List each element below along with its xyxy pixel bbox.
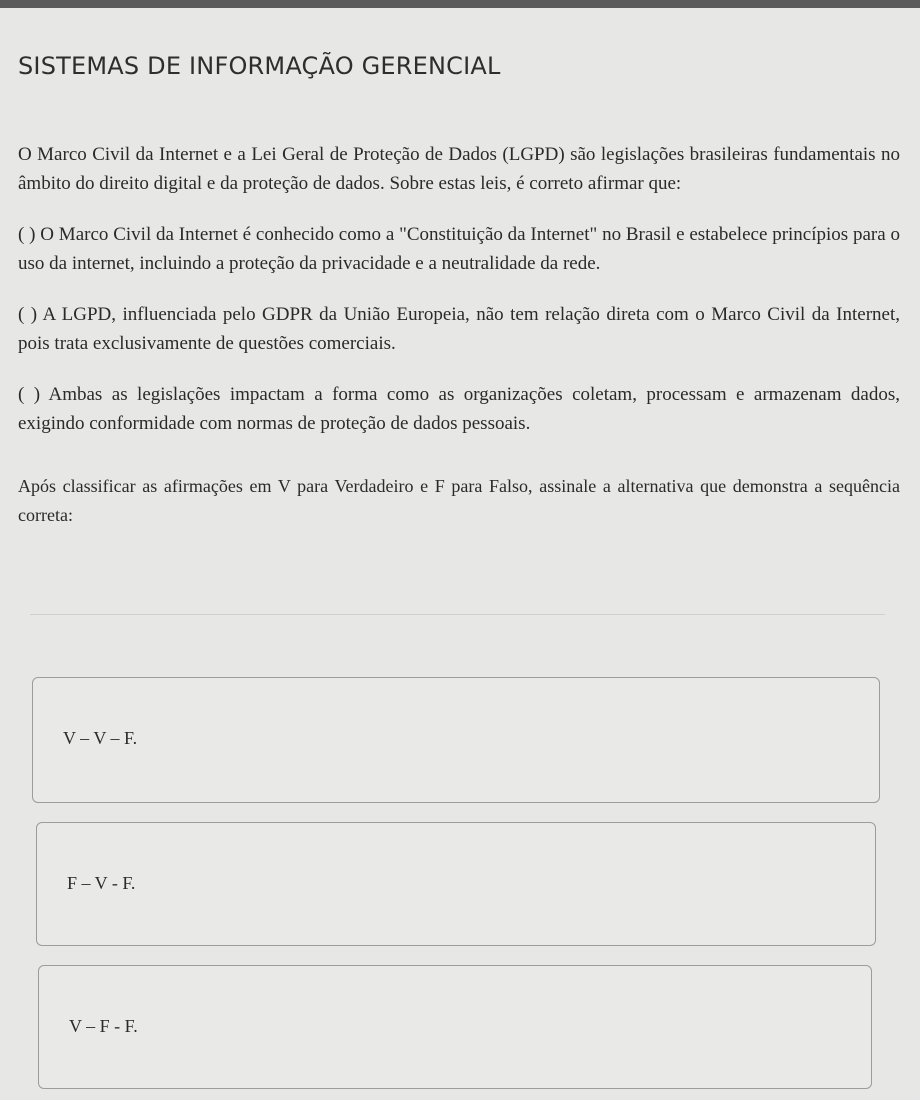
answer-option-label: F – V - F. [67,873,136,893]
divider [30,614,885,615]
answer-option-a[interactable] [32,677,880,803]
statement-3: ( ) Ambas as legislações impactam a forma como as organizações coletam, processam e armazenam dados, exigindo conformidade com normas de proteção de dados pessoais. [18,384,900,434]
page-title: SISTEMAS DE INFORMAÇÃO GERENCIAL [18,52,501,80]
question-intro: O Marco Civil da Internet e a Lei Geral de Proteção de Dados (LGPD) são legislações brasileiras fundamentais no âmbito do direito digital e da proteção de dados. Sobre estas leis, é correto afirmar que: [18,144,900,194]
answer-option-b[interactable] [36,822,876,946]
question-instruction: Após classificar as afirmações em V para Verdadeiro e F para Falso, assinale a alternativa que demonstra a sequência correta: [18,476,900,525]
question-body [18,140,900,552]
statement-2: ( ) A LGPD, influenciada pelo GDPR da União Europeia, não tem relação direta com o Marco Civil da Internet, pois trata exclusivamente de questões comerciais. [18,304,900,354]
answer-option-label: V – F - F. [69,1016,138,1036]
top-bar [0,0,920,8]
statement-1: ( ) O Marco Civil da Internet é conhecido como a "Constituição da Internet" no Brasil e estabelece princípios para o uso da internet, incluindo a proteção da privacidade e a neutralidade da rede. [18,224,900,274]
answer-option-label: V – V – F. [63,728,138,748]
answer-option-c[interactable] [38,965,872,1089]
